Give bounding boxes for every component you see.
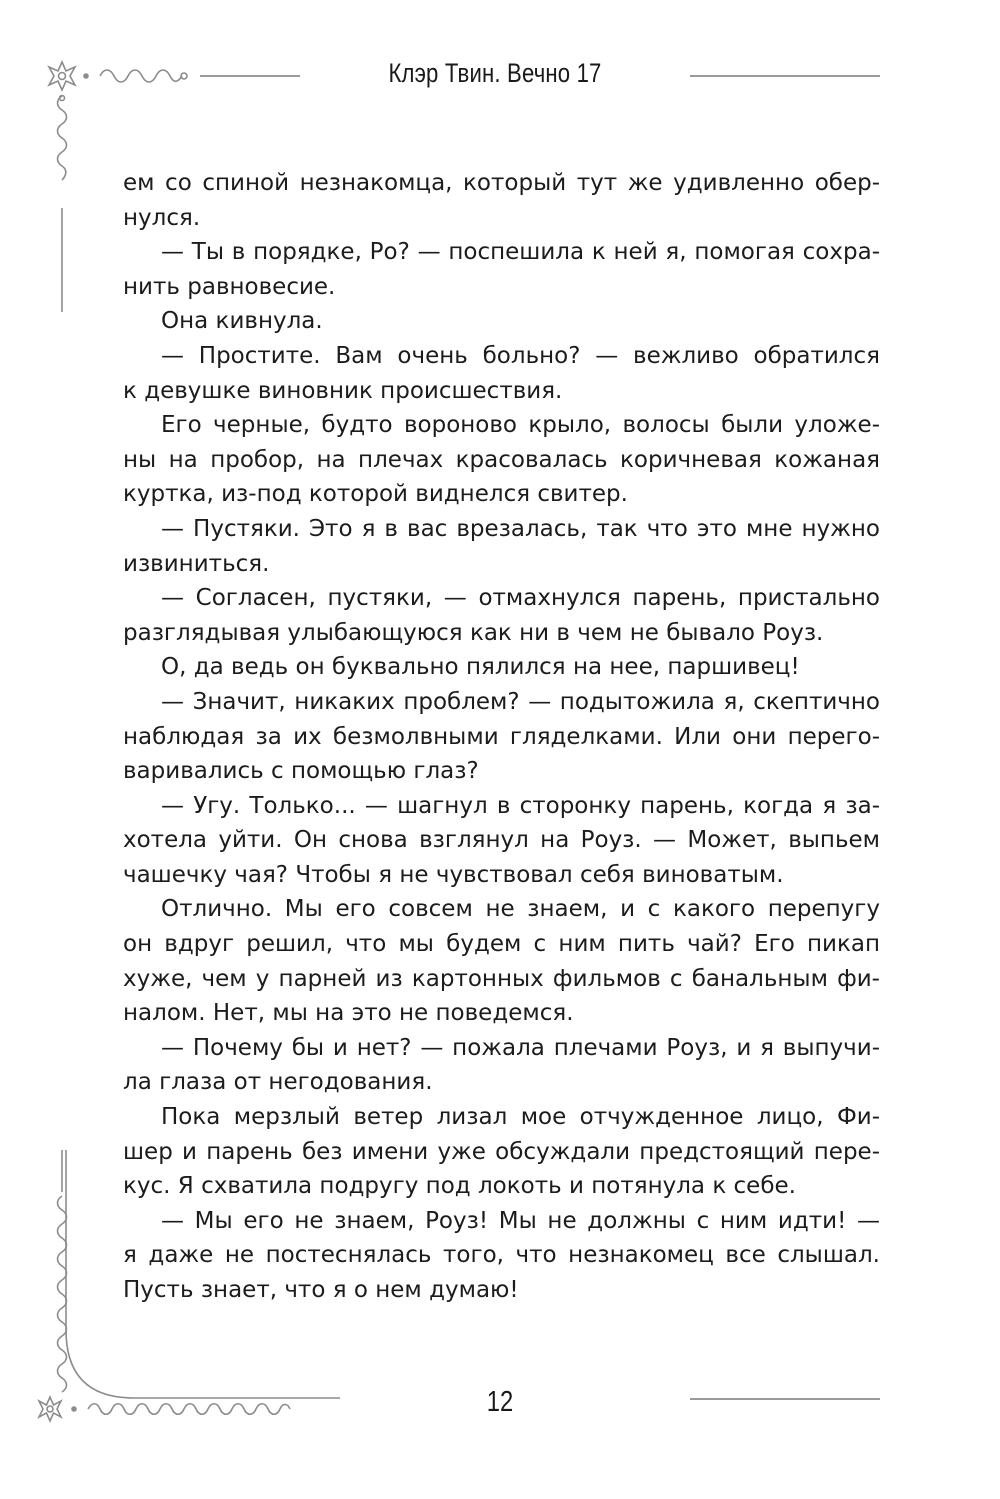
- text-line: О, да ведь он буквально пялился на нее, паршивец!: [161, 654, 800, 681]
- text-line: — Угу. Только... — шагнул в сторонку парень, когда я за-: [161, 792, 880, 819]
- top-star-icon: [49, 62, 75, 90]
- text-line: налом. Нет, мы на это не поведемся.: [123, 1000, 574, 1027]
- text-line: нулся.: [123, 204, 201, 231]
- text-line: Пусть знает, что я о нем думаю!: [123, 1277, 519, 1303]
- header-rule-right: [690, 75, 880, 77]
- body-text: [123, 166, 880, 1308]
- text-line: я даже не постеснялась того, что незнакомец все слышал.: [123, 1242, 880, 1269]
- text-line: ем со спиной незнакомца, который тут же удивленно обер-: [123, 170, 880, 196]
- header-rule-left: [200, 75, 300, 77]
- text-line: извиниться.: [123, 550, 270, 577]
- footer-rule-right: [690, 1398, 880, 1400]
- text-line: — Согласен, пустяки, — отмахнулся парень, пристально: [161, 585, 880, 612]
- text-line: — Мы его не знаем, Роуз! Мы не должны с ним идти! —: [161, 1207, 880, 1234]
- text-line: хуже, чем у парней из картонных фильмов с банальным фи-: [123, 965, 880, 992]
- text-line: — Значит, никаких проблем? — подытожила я, скептично: [161, 688, 880, 715]
- text-line: варивались с помощью глаз?: [123, 758, 479, 785]
- text-line: разглядывая улыбающуюся как ни в чем не бывало Роуз.: [123, 619, 824, 646]
- text-line: к девушке виновник происшествия.: [123, 377, 563, 404]
- text-line: ла глаза от негодования.: [123, 1069, 433, 1096]
- text-line: Отлично. Мы его совсем не знаем, и с какого перепугу: [161, 896, 880, 923]
- text-line: куртка, из-под которой виднелся свитер.: [123, 481, 628, 508]
- page-number: 12: [486, 1386, 514, 1418]
- running-header-title: Клэр Твин. Вечно 17: [388, 58, 602, 88]
- text-line: Его черные, будто вороново крыло, волосы были уложе-: [161, 412, 880, 439]
- text-line: Она кивнула.: [161, 308, 323, 335]
- text-line: ны на пробор, на плечах красовалась коричневая кожаная: [123, 446, 880, 473]
- bottom-star-icon: [39, 1397, 61, 1421]
- text-line: — Ты в порядке, Ро? — поспешила к ней я, помогая сохра-: [161, 239, 880, 266]
- text-line: чашечку чая? Чтобы я не чувствовал себя виноватым.: [123, 861, 784, 888]
- text-line: он вдруг решил, что мы будем с ним пить чай? Его пикап: [123, 931, 880, 958]
- text-line: нить равновесие.: [123, 273, 336, 300]
- text-line: хотела уйти. Он снова взглянул на Роуз. — Может, выпьем: [123, 827, 880, 854]
- text-line: шер и парень без имени уже обсуждали предстоящий пере-: [123, 1138, 880, 1165]
- text-line: Пока мерзлый ветер лизал мое отчужденное лицо, Фи-: [161, 1104, 880, 1131]
- text-line: наблюдая за их безмолвными гляделками. Или они перего-: [123, 723, 880, 750]
- text-line: — Пустяки. Это я в вас врезалась, так что это мне нужно: [161, 515, 880, 542]
- text-line: кус. Я схватила подругу под локоть и потянула к себе.: [123, 1173, 796, 1200]
- text-line: — Простите. Вам очень больно? — вежливо обратился: [161, 342, 880, 369]
- text-line: — Почему бы и нет? — пожала плечами Роуз, и я выпучи-: [161, 1034, 880, 1061]
